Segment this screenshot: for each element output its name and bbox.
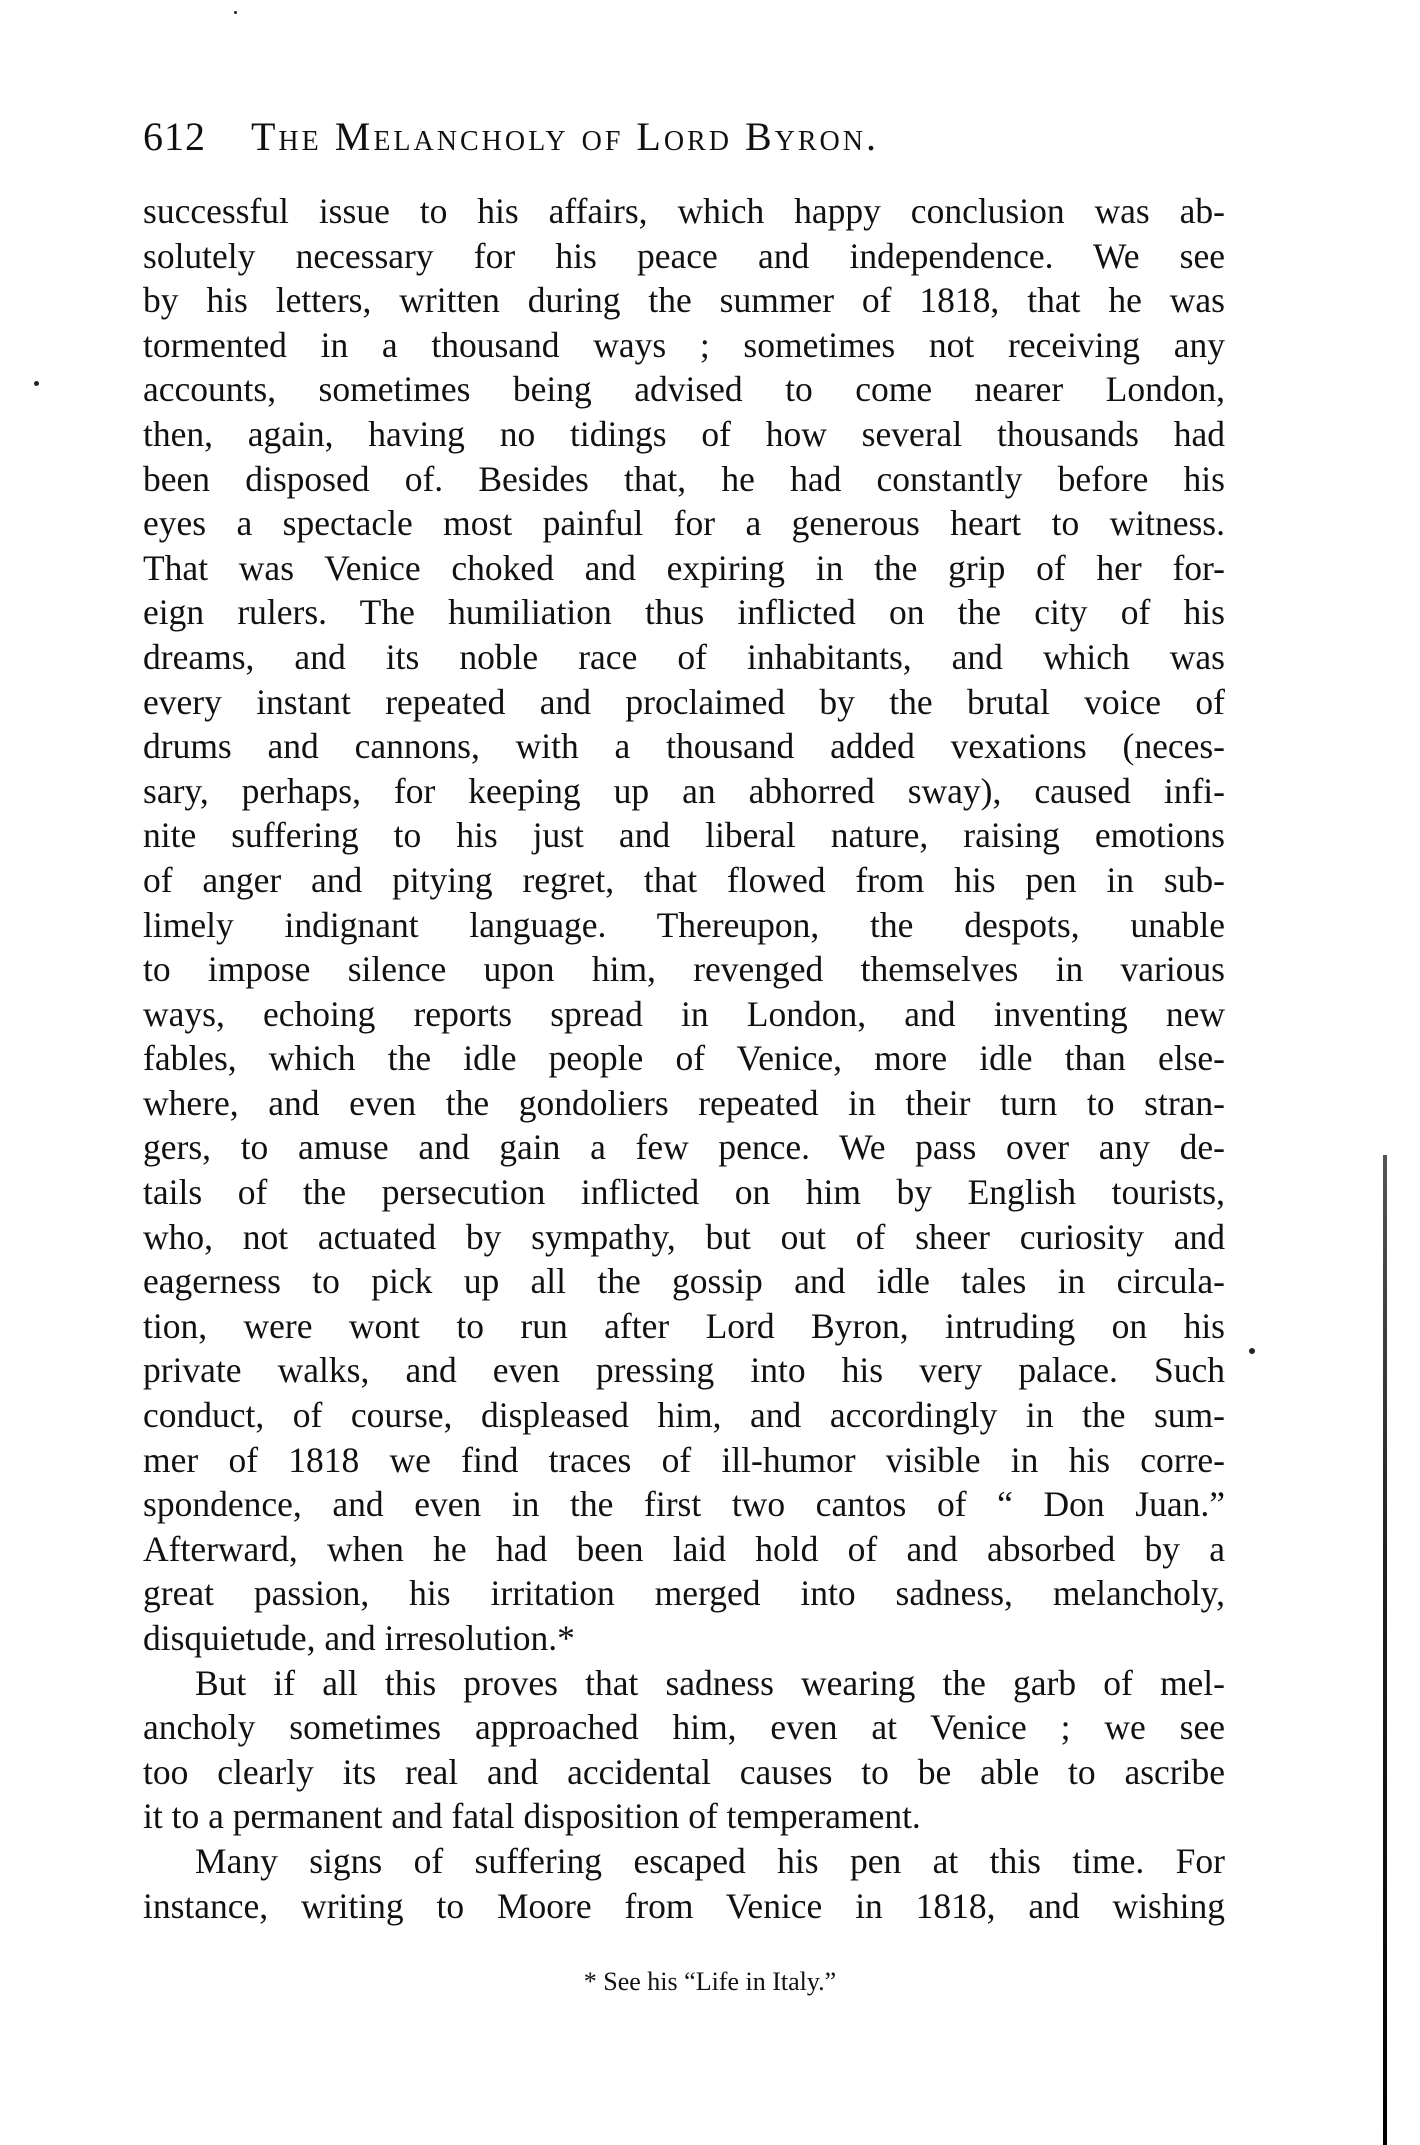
text-line: limely indignant language. Thereupon, the despots, unable	[143, 904, 1225, 945]
text-line: where, and even the gondoliers repeated in their turn to stran-	[143, 1082, 1225, 1123]
text-line: Afterward, when he had been laid hold of and absorbed by a	[143, 1528, 1225, 1569]
scan-speck	[34, 381, 39, 386]
text-line: who, not actuated by sympathy, but out of sheer curiosity and	[143, 1216, 1225, 1257]
text-line: solutely necessary for his peace and independence. We see	[143, 235, 1225, 276]
text-line: conduct, of course, displeased him, and accordingly in the sum-	[143, 1395, 1225, 1436]
text-line: tails of the persecution inflicted on him by English tourists,	[143, 1172, 1225, 1213]
text-line: Many signs of suffering escaped his pen at this time. For	[195, 1840, 1225, 1881]
text-line: great passion, his irritation merged into sadness, melancholy,	[143, 1573, 1225, 1614]
paragraph-3	[143, 1839, 1225, 1928]
text-line: eyes a spectacle most painful for a generous heart to witness.	[143, 503, 1225, 544]
page-edge-shadow	[1383, 1155, 1387, 2145]
text-line: spondence, and even in the first two cantos of “ Don Juan.”	[143, 1484, 1225, 1525]
text-line: eagerness to pick up all the gossip and idle tales in circula-	[143, 1261, 1225, 1302]
text-line: dreams, and its noble race of inhabitants, and which was	[143, 636, 1225, 677]
text-line: eign rulers. The humiliation thus inflicted on the city of his	[143, 592, 1225, 633]
body-text	[143, 189, 1225, 1928]
text-line: then, again, having no tidings of how several thousands had	[143, 413, 1225, 454]
text-line: tion, were wont to run after Lord Byron, intruding on his	[143, 1305, 1225, 1346]
running-header	[143, 112, 1223, 162]
text-line: tormented in a thousand ways ; sometimes not receiving any	[143, 324, 1225, 365]
text-line: instance, writing to Moore from Venice in 1818, and wishing	[143, 1885, 1225, 1926]
text-line: accounts, sometimes being advised to come nearer London,	[143, 369, 1225, 410]
page-number: 612	[143, 114, 206, 159]
text-line: That was Venice choked and expiring in the grip of her for-	[143, 547, 1225, 588]
text-line: it to a permanent and fatal disposition of temperament.	[143, 1796, 921, 1837]
text-line: private walks, and even pressing into his very palace. Such	[143, 1350, 1225, 1391]
scan-speck	[234, 11, 237, 14]
text-line: successful issue to his affairs, which happy conclusion was ab-	[143, 191, 1225, 231]
text-line: gers, to amuse and gain a few pence. We pass over any de-	[143, 1127, 1225, 1168]
paragraph-1	[143, 189, 1225, 1661]
text-line: nite suffering to his just and liberal nature, raising emotions	[143, 815, 1225, 856]
scan-speck	[1249, 1348, 1255, 1354]
running-title: The Melancholy of Lord Byron.	[251, 114, 879, 159]
text-line: drums and cannons, with a thousand added vexations (neces-	[143, 726, 1225, 767]
footnote: * See his “Life in Italy.”	[583, 1967, 837, 1996]
text-line: But if all this proves that sadness wearing the garb of mel-	[195, 1662, 1225, 1703]
text-line: ways, echoing reports spread in London, and inventing new	[143, 993, 1225, 1034]
text-line: disquietude, and irresolution.*	[143, 1618, 575, 1658]
text-line: too clearly its real and accidental causes to be able to ascribe	[143, 1751, 1225, 1792]
text-line: been disposed of. Besides that, he had constantly before his	[143, 458, 1225, 499]
text-line: fables, which the idle people of Venice, more idle than else-	[143, 1038, 1225, 1079]
text-line: to impose silence upon him, revenged themselves in various	[143, 949, 1225, 990]
text-line: every instant repeated and proclaimed by the brutal voice of	[143, 681, 1225, 722]
text-line: of anger and pitying regret, that flowed from his pen in sub-	[143, 859, 1225, 900]
text-line: ancholy sometimes approached him, even at Venice ; we see	[143, 1707, 1225, 1748]
text-line: mer of 1818 we find traces of ill-humor visible in his corre-	[143, 1439, 1225, 1480]
text-line: by his letters, written during the summer of 1818, that he was	[143, 280, 1225, 321]
paragraph-2	[143, 1661, 1225, 1839]
text-line: sary, perhaps, for keeping up an abhorred sway), caused infi-	[143, 770, 1225, 811]
